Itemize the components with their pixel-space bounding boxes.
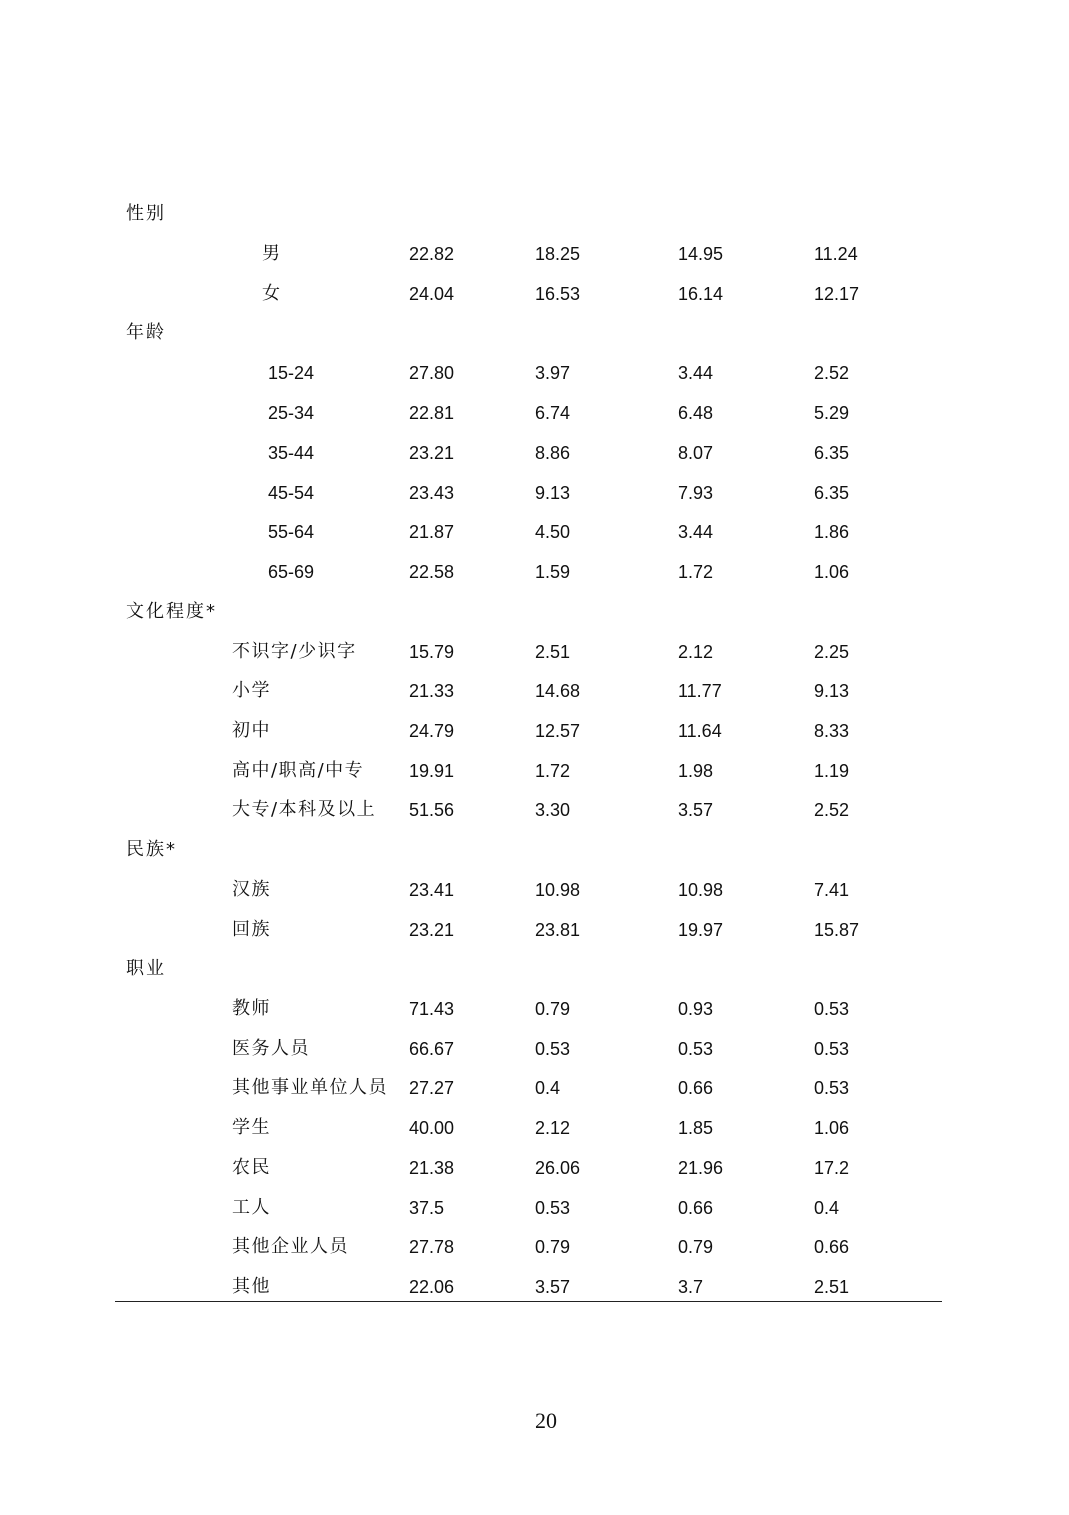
value-col-1: 40.00 — [409, 1118, 455, 1138]
value-col-4: 6.35 — [814, 483, 850, 503]
value-col-4: 1.06 — [814, 562, 850, 582]
row-label: 其他企业人员 — [232, 1236, 349, 1257]
value-col-3: 1.85 — [678, 1118, 714, 1138]
value-col-2: 16.53 — [535, 284, 581, 304]
value-col-4: 6.35 — [814, 443, 850, 463]
value-col-3: 19.97 — [678, 920, 724, 940]
table-row — [0, 910, 1069, 950]
row-label: 女 — [262, 283, 280, 304]
table-row — [0, 870, 1069, 910]
value-col-4: 7.41 — [814, 880, 850, 900]
value-col-1: 37.5 — [409, 1198, 445, 1218]
value-col-4: 2.25 — [814, 642, 850, 662]
value-col-3: 14.95 — [678, 244, 724, 264]
value-col-2: 0.4 — [535, 1078, 561, 1098]
value-col-3: 2.12 — [678, 642, 714, 662]
value-col-1: 24.04 — [409, 284, 455, 304]
value-col-4: 17.2 — [814, 1158, 850, 1178]
table-row — [0, 790, 1069, 830]
value-col-2: 1.59 — [535, 562, 571, 582]
value-col-4: 8.33 — [814, 721, 850, 741]
value-col-2: 23.81 — [535, 920, 581, 940]
value-col-2: 10.98 — [535, 880, 581, 900]
value-col-3: 1.72 — [678, 562, 714, 582]
value-col-3: 0.53 — [678, 1039, 714, 1059]
table-row — [0, 671, 1069, 711]
value-col-3: 11.77 — [678, 681, 722, 701]
value-col-3: 0.79 — [678, 1237, 714, 1257]
value-col-1: 23.41 — [409, 880, 455, 900]
row-label: 初中 — [232, 720, 271, 741]
table-row — [0, 632, 1069, 672]
value-col-1: 51.56 — [409, 800, 455, 820]
row-label: 回族 — [232, 919, 271, 940]
row-label: 学生 — [232, 1117, 271, 1138]
value-col-2: 0.53 — [535, 1039, 571, 1059]
value-col-4: 5.29 — [814, 403, 850, 423]
value-col-2: 1.72 — [535, 761, 571, 781]
row-label: 男 — [262, 243, 280, 264]
value-col-2: 3.97 — [535, 363, 571, 383]
table-row — [0, 512, 1069, 552]
table-row — [0, 552, 1069, 592]
value-col-2: 12.57 — [535, 721, 581, 741]
value-col-1: 23.43 — [409, 483, 455, 503]
value-col-4: 2.52 — [814, 363, 850, 383]
value-col-3: 8.07 — [678, 443, 714, 463]
value-col-3: 0.66 — [678, 1078, 714, 1098]
value-col-2: 4.50 — [535, 522, 571, 542]
value-col-3: 3.7 — [678, 1277, 704, 1297]
row-label: 汉族 — [232, 879, 271, 900]
row-label: 35-44 — [268, 443, 315, 463]
value-col-4: 15.87 — [814, 920, 860, 940]
category-label: 文化程度* — [126, 601, 217, 622]
row-label: 45-54 — [268, 483, 315, 503]
value-col-3: 21.96 — [678, 1158, 724, 1178]
category-label: 职业 — [126, 958, 166, 979]
value-col-2: 2.51 — [535, 642, 571, 662]
table-row — [0, 473, 1069, 513]
table-row — [0, 1068, 1069, 1108]
category-row — [0, 949, 1069, 989]
value-col-1: 22.81 — [409, 403, 455, 423]
category-row — [0, 313, 1069, 353]
table-row — [0, 353, 1069, 393]
value-col-2: 9.13 — [535, 483, 571, 503]
row-label: 25-34 — [268, 403, 315, 423]
category-row — [0, 830, 1069, 870]
row-label: 其他事业单位人员 — [232, 1077, 388, 1098]
value-col-4: 1.86 — [814, 522, 850, 542]
value-col-1: 23.21 — [409, 920, 455, 940]
value-col-4: 0.66 — [814, 1237, 850, 1257]
value-col-3: 3.44 — [678, 522, 714, 542]
value-col-2: 0.53 — [535, 1198, 571, 1218]
table-row — [0, 274, 1069, 314]
table-row — [0, 1029, 1069, 1069]
value-col-2: 14.68 — [535, 681, 581, 701]
table-row — [0, 1227, 1069, 1267]
value-col-4: 12.17 — [814, 284, 860, 304]
row-label: 不识字/少识字 — [232, 641, 357, 662]
category-label: 年龄 — [126, 322, 166, 343]
value-col-1: 15.79 — [409, 642, 455, 662]
value-col-2: 3.57 — [535, 1277, 571, 1297]
value-col-4: 1.06 — [814, 1118, 850, 1138]
value-col-1: 22.82 — [409, 244, 455, 264]
value-col-3: 0.93 — [678, 999, 714, 1019]
value-col-2: 3.30 — [535, 800, 571, 820]
page-number: 20 — [535, 1408, 557, 1433]
value-col-4: 2.51 — [814, 1277, 850, 1297]
row-label: 大专/本科及以上 — [232, 799, 377, 820]
row-label: 教师 — [232, 998, 271, 1019]
row-label: 其他 — [232, 1276, 271, 1297]
value-col-2: 6.74 — [535, 403, 571, 423]
value-col-4: 0.53 — [814, 1078, 850, 1098]
value-col-1: 24.79 — [409, 721, 455, 741]
row-label: 医务人员 — [232, 1038, 310, 1059]
category-label: 民族* — [126, 839, 177, 860]
value-col-4: 0.53 — [814, 1039, 850, 1059]
table-row — [0, 711, 1069, 751]
value-col-3: 6.48 — [678, 403, 714, 423]
value-col-4: 11.24 — [814, 244, 858, 264]
value-col-1: 23.21 — [409, 443, 455, 463]
value-col-4: 2.52 — [814, 800, 850, 820]
table-bottom-rule — [115, 1301, 942, 1302]
value-col-2: 2.12 — [535, 1118, 571, 1138]
value-col-4: 0.53 — [814, 999, 850, 1019]
value-col-1: 21.33 — [409, 681, 455, 701]
table-row — [0, 989, 1069, 1029]
row-label: 55-64 — [268, 522, 315, 542]
value-col-1: 19.91 — [409, 761, 455, 781]
value-col-4: 1.19 — [814, 761, 850, 781]
value-col-2: 0.79 — [535, 1237, 571, 1257]
table-row — [0, 433, 1069, 473]
value-col-1: 27.80 — [409, 363, 455, 383]
value-col-4: 9.13 — [814, 681, 850, 701]
value-col-4: 0.4 — [814, 1198, 840, 1218]
value-col-2: 18.25 — [535, 244, 581, 264]
value-col-1: 22.58 — [409, 562, 455, 582]
value-col-2: 0.79 — [535, 999, 571, 1019]
value-col-1: 22.06 — [409, 1277, 455, 1297]
row-label: 15-24 — [268, 363, 315, 383]
table-row — [0, 1108, 1069, 1148]
value-col-3: 0.66 — [678, 1198, 714, 1218]
category-row — [0, 194, 1069, 234]
row-label: 农民 — [232, 1157, 271, 1178]
value-col-1: 21.38 — [409, 1158, 455, 1178]
category-label: 性别 — [126, 203, 166, 224]
value-col-1: 71.43 — [409, 999, 455, 1019]
row-label: 高中/职高/中专 — [232, 760, 365, 781]
value-col-2: 26.06 — [535, 1158, 581, 1178]
value-col-3: 11.64 — [678, 721, 722, 741]
value-col-1: 21.87 — [409, 522, 455, 542]
value-col-3: 7.93 — [678, 483, 714, 503]
value-col-3: 3.44 — [678, 363, 714, 383]
row-label: 小学 — [232, 680, 271, 701]
table-row — [0, 1188, 1069, 1228]
table-row — [0, 1148, 1069, 1188]
value-col-3: 10.98 — [678, 880, 724, 900]
value-col-3: 1.98 — [678, 761, 714, 781]
value-col-1: 27.78 — [409, 1237, 455, 1257]
category-row — [0, 592, 1069, 632]
value-col-3: 3.57 — [678, 800, 714, 820]
value-col-3: 16.14 — [678, 284, 724, 304]
value-col-2: 8.86 — [535, 443, 571, 463]
value-col-1: 66.67 — [409, 1039, 455, 1059]
row-label: 工人 — [232, 1197, 271, 1218]
value-col-1: 27.27 — [409, 1078, 455, 1098]
table-row — [0, 234, 1069, 274]
table-row — [0, 393, 1069, 433]
row-label: 65-69 — [268, 562, 315, 582]
table-row — [0, 751, 1069, 791]
